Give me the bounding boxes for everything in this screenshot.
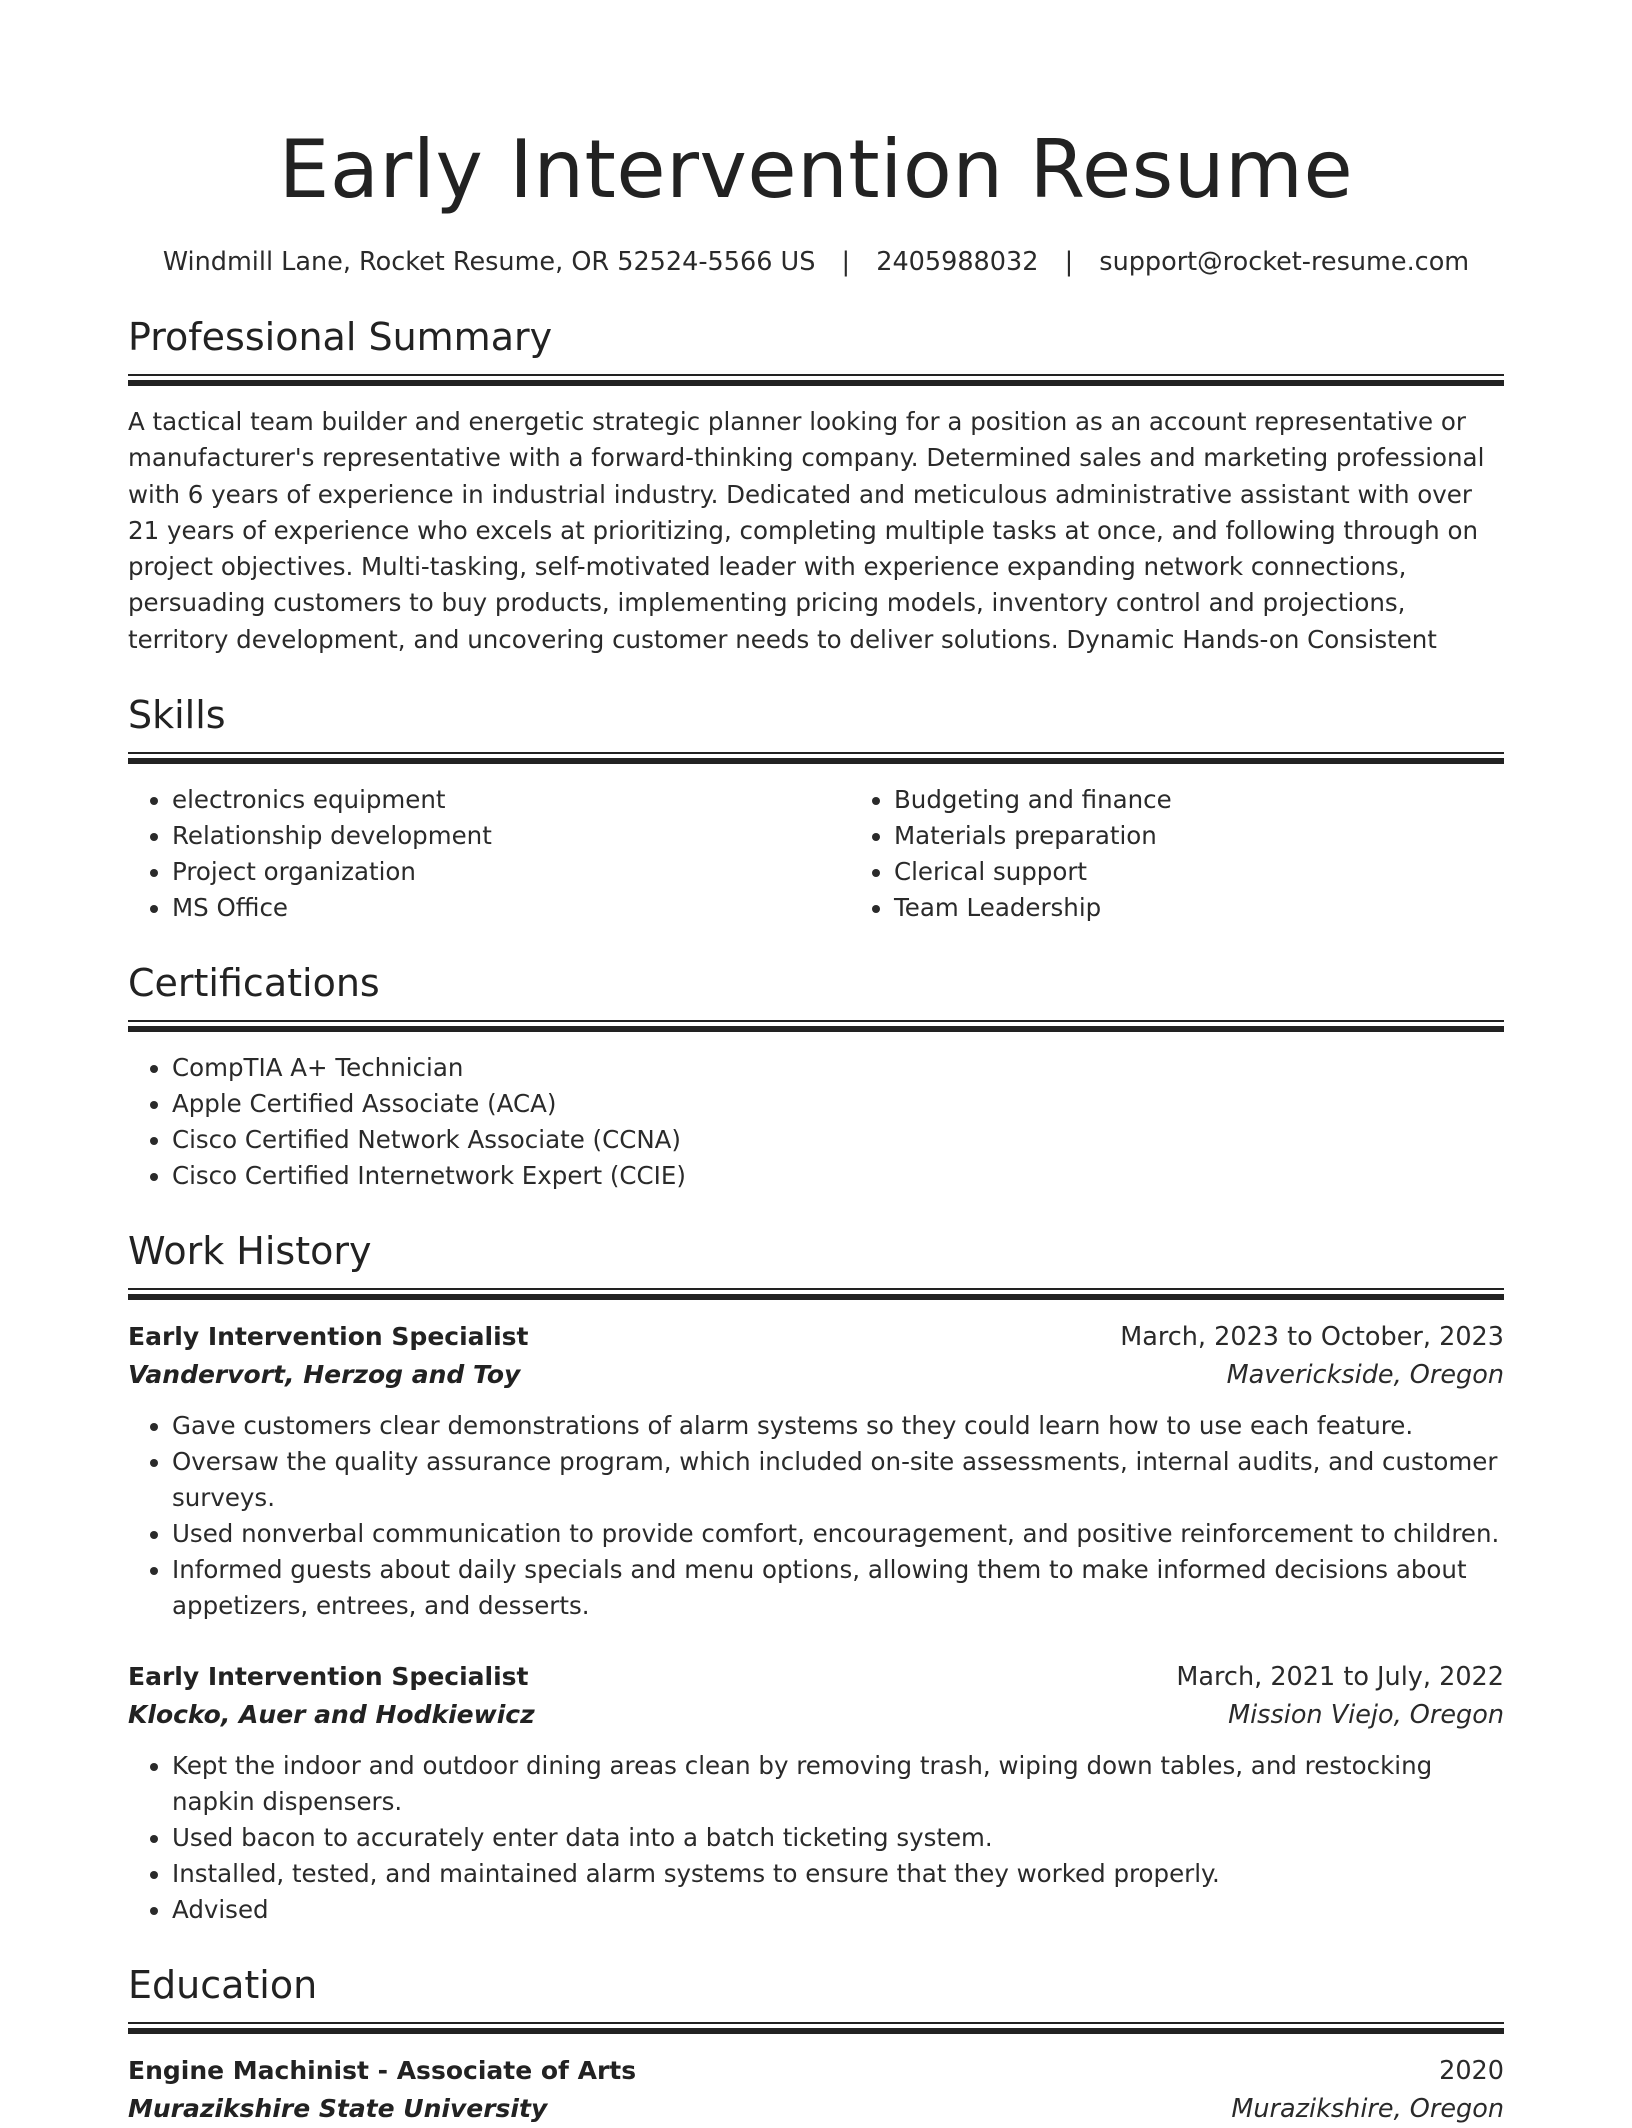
work-history-section [128,1226,1504,1928]
job-title: Early Intervention Specialist [128,1322,529,1352]
job-bullet: • Oversaw the quality assurance program, which included on-site assessments, internal audits, and customer surveys. [172,1444,1504,1516]
section-divider [128,374,1504,386]
skill-item: • Relationship development [172,818,850,854]
job-company: Klocko, Auer and Hodkiewicz [128,1700,535,1730]
skill-item: • Project organization [172,854,850,890]
job-bullets [128,1748,1504,1928]
certification-item: • CompTIA A+ Technician [172,1050,1504,1086]
job-bullet: • Gave customers clear demonstrations of alarm systems so they could learn how to use each feature. [172,1408,1504,1444]
section-divider [128,752,1504,764]
job-dates: March, 2023 to October, 2023 [1120,1322,1504,1353]
job-bullet: • Kept the indoor and outdoor dining areas clean by removing trash, wiping down tables, and restocking napkin dispensers. [172,1748,1504,1820]
job-company: Vandervort, Herzog and Toy [128,1360,521,1390]
education-school: Murazikshire State University [128,2094,548,2124]
job-header-row [128,1318,1504,1356]
skills-section [128,690,1504,926]
skill-item: • Team Leadership [894,890,1504,926]
skill-item: • Budgeting and finance [894,782,1504,818]
job-bullets [128,1408,1504,1624]
section-divider [128,2022,1504,2034]
education-degree: Engine Machinist - Associate of Arts [128,2056,637,2086]
summary-section [128,312,1504,658]
job-bullet: • Informed guests about daily specials and menu options, allowing them to make informed decisions about appetizers, entrees, and desserts. [172,1552,1504,1624]
job-company-row [128,1356,1504,1394]
education-section [128,1960,1504,2128]
job-dates: March, 2021 to July, 2022 [1176,1662,1504,1693]
skill-item: • MS Office [172,890,850,926]
certifications-list [128,1050,1504,1194]
job-location: Mission Viejo, Oregon [1228,1700,1504,1731]
contact-separator: | [1064,247,1074,277]
education-heading: Education [128,1963,318,2008]
education-entry [128,2052,1504,2128]
education-year: 2020 [1439,2056,1504,2087]
job-bullet: • Used bacon to accurately enter data into a batch ticketing system. [172,1820,1504,1856]
resume-name: Early Intervention Resume [278,123,1354,216]
skills-list-right [850,782,1504,926]
contact-address: Windmill Lane, Rocket Resume, OR 52524-5566 US [162,247,816,277]
skill-item: • Materials preparation [894,818,1504,854]
skills-grid [128,782,1504,926]
contact-line [128,244,1504,280]
certifications-section [128,958,1504,1194]
certification-item: • Cisco Certified Internetwork Expert (CCIE) [172,1158,1504,1194]
work-history-heading: Work History [128,1229,372,1274]
summary-text: A tactical team builder and energetic strategic planner looking for a position as an account representative or manufacturer's representative with a forward-thinking company. Determined sales and marketing professional with 6 years of experience in industrial industry. Dedicated and meticulous administrative assistant with over 21 years of experience who excels at prioritizing, completing multiple tasks at once, and following through on project objectives. Multi-tasking, self-motivated leader with experience expanding network connections, persuading customers to buy products, implementing pricing models, inventory control and projections, territory development, and uncovering customer needs to deliver solutions. Dynamic Hands-on Consistent [128,407,1485,654]
certification-item: • Apple Certified Associate (ACA) [172,1086,1504,1122]
contact-separator: | [841,247,851,277]
job-title: Early Intervention Specialist [128,1662,529,1692]
section-divider [128,1288,1504,1300]
summary-heading: Professional Summary [128,315,553,359]
education-location: Murazikshire, Oregon [1231,2094,1504,2125]
job-company-row [128,1696,1504,1734]
section-divider [128,1020,1504,1032]
certifications-heading: Certifications [128,961,380,1006]
job-bullet: • Advised [172,1892,1504,1928]
contact-phone: 2405988032 [876,247,1039,277]
job-bullet: • Used nonverbal communication to provide comfort, encouragement, and positive reinforcement to children. [172,1516,1504,1552]
education-school-row [128,2090,1504,2128]
job-entry [128,1658,1504,1928]
skills-list-left [128,782,850,926]
contact-email: support@rocket-resume.com [1099,247,1470,277]
education-header-row [128,2052,1504,2090]
skill-item: • Clerical support [894,854,1504,890]
certification-item: • Cisco Certified Network Associate (CCNA) [172,1122,1504,1158]
job-entry [128,1318,1504,1624]
job-header-row [128,1658,1504,1696]
job-bullet: • Installed, tested, and maintained alarm systems to ensure that they worked properly. [172,1856,1504,1892]
skill-item: • electronics equipment [172,782,850,818]
job-location: Maverickside, Oregon [1226,1360,1504,1391]
skills-heading: Skills [128,693,226,738]
